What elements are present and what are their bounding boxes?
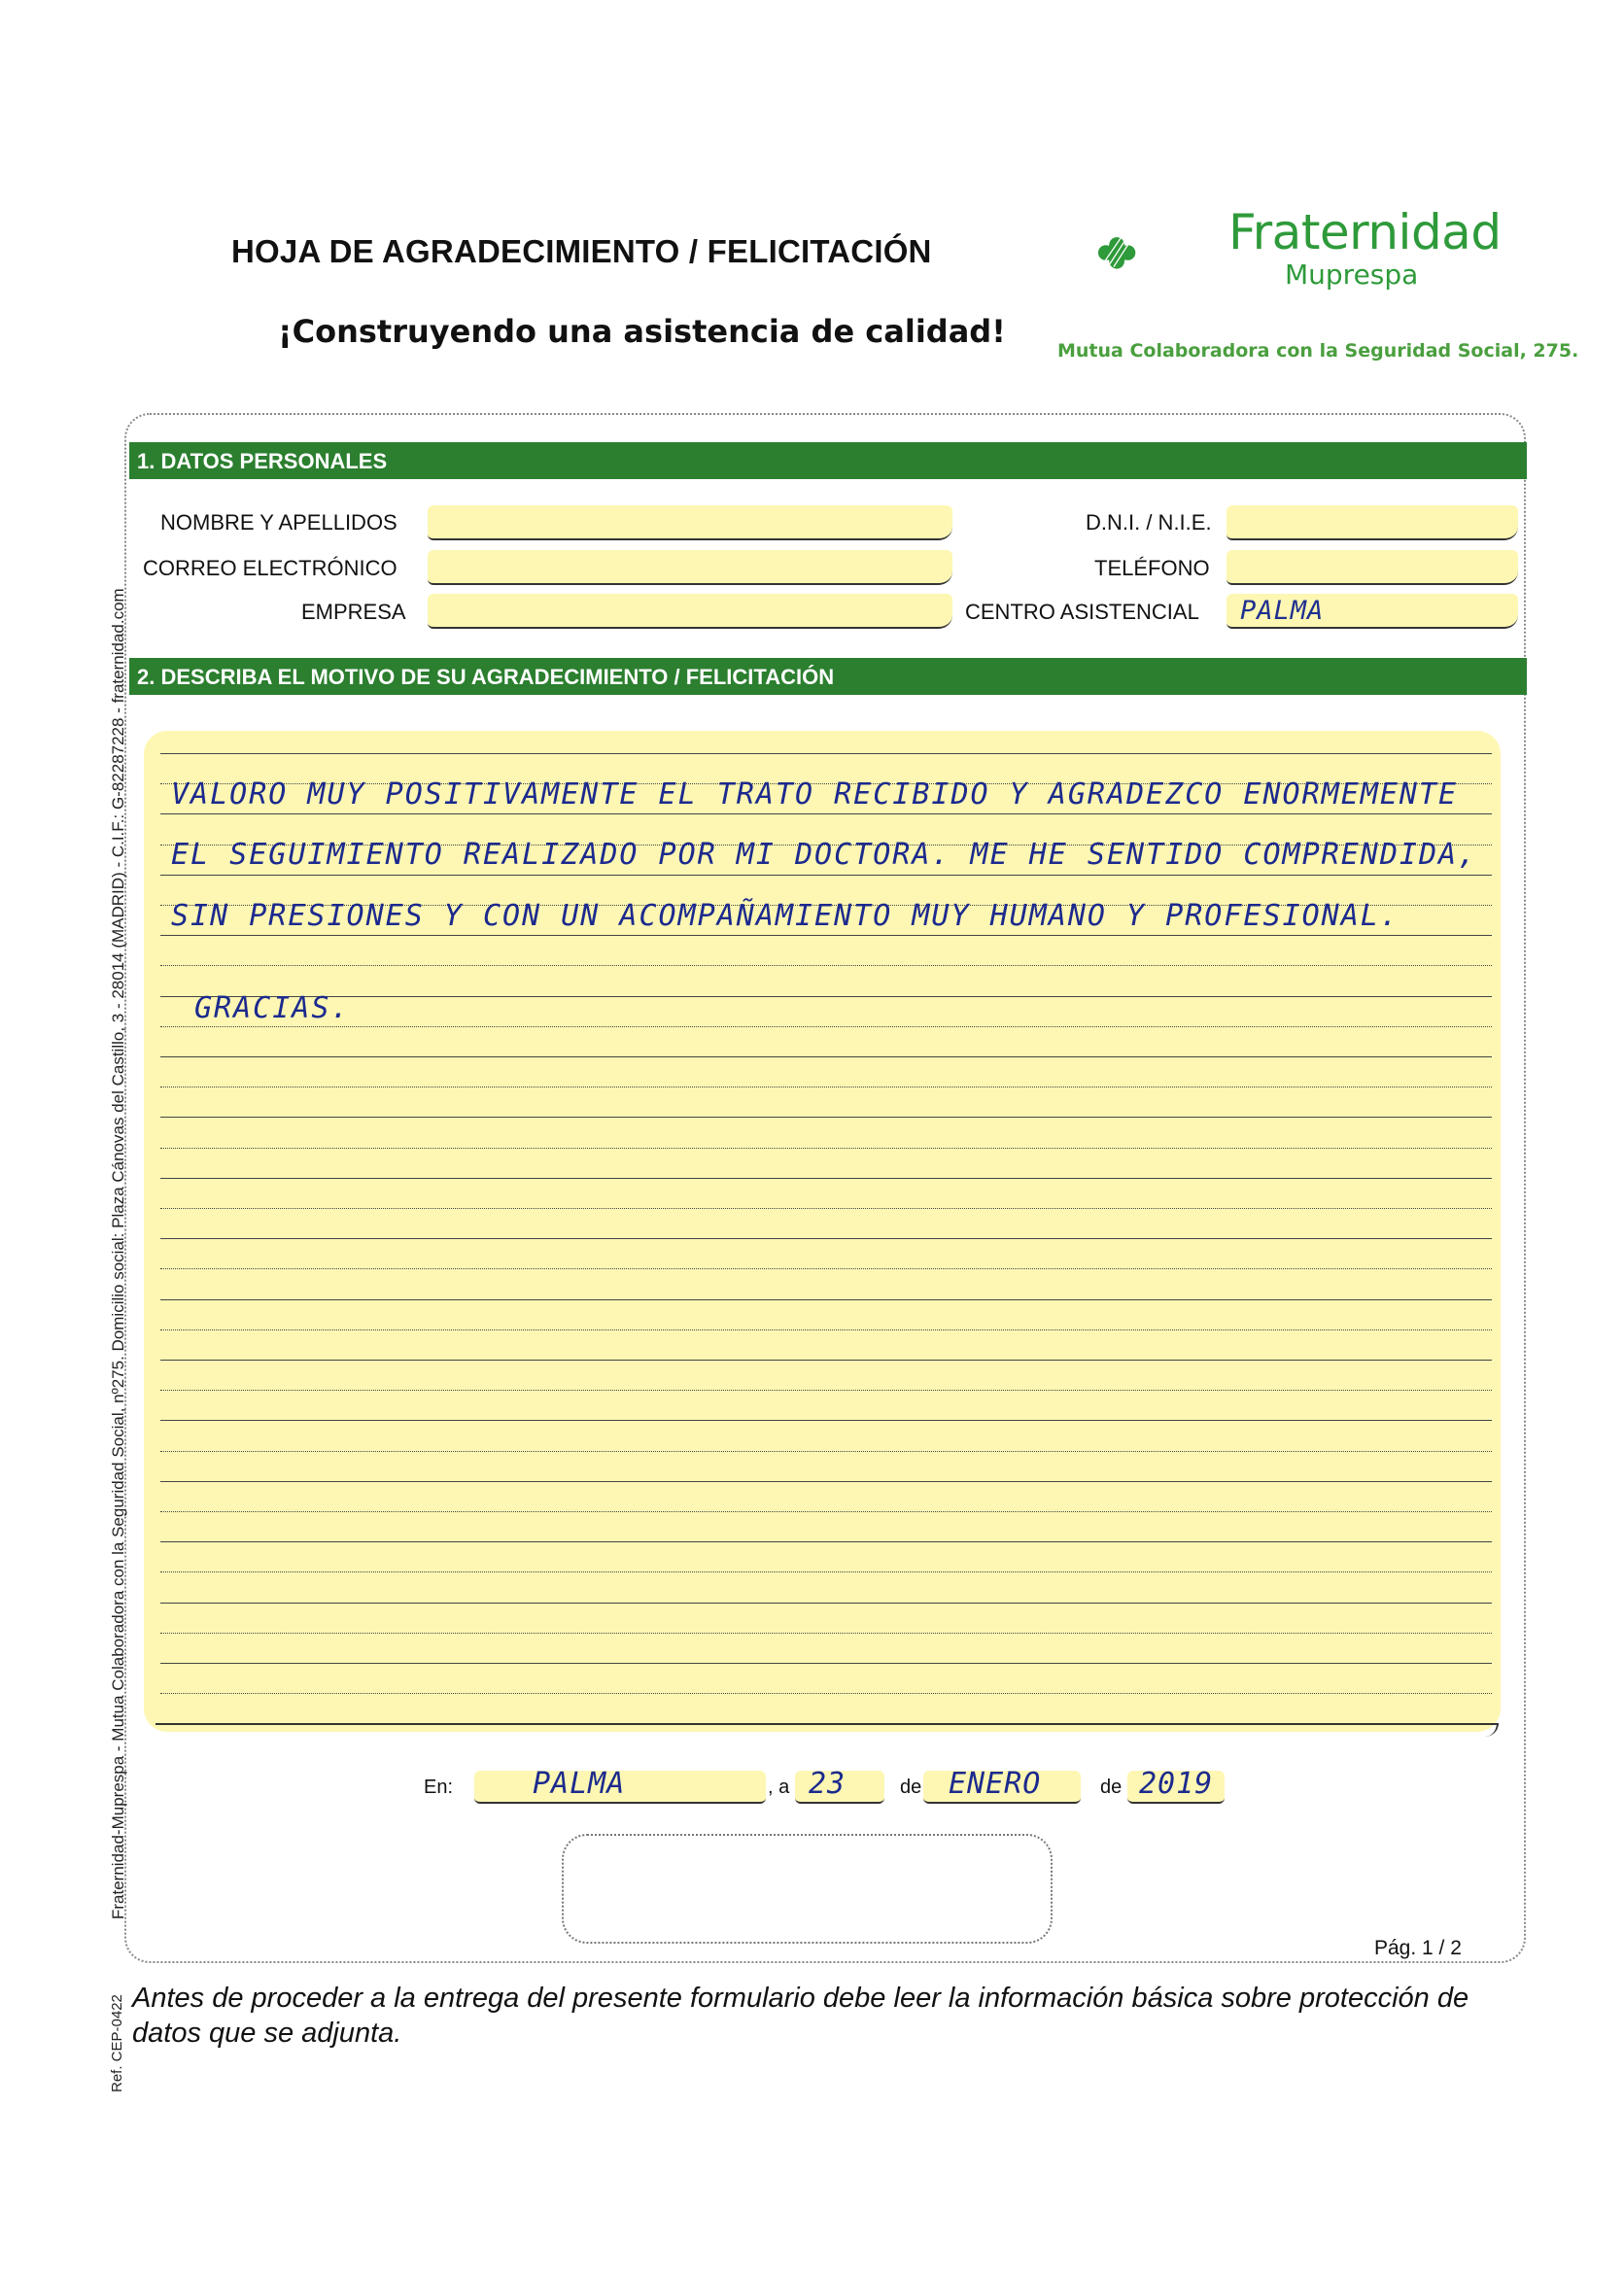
ruled-line xyxy=(160,1633,1492,1634)
centro-label: CENTRO ASISTENCIAL xyxy=(965,600,1199,624)
reason-textarea[interactable] xyxy=(144,731,1501,1732)
fraternidad-logo-icon xyxy=(1096,199,1223,306)
ruled-line xyxy=(160,1420,1492,1421)
reason-line-1: VALORO MUY POSITIVAMENTE EL TRATO RECIBIDO Y AGRADEZCO ENORMEMENTE xyxy=(171,777,1459,811)
ruled-line xyxy=(160,1603,1492,1604)
ruled-line xyxy=(160,1511,1492,1512)
ruled-line xyxy=(160,1541,1492,1542)
dni-label: D.N.I. / N.I.E. xyxy=(1086,510,1212,535)
privacy-notice: Antes de proceder a la entrega del presente formulario debe leer la información básica sobre protección de datos que se adjunta. xyxy=(132,1983,1469,2049)
year-field[interactable]: 2019 xyxy=(1127,1771,1225,1804)
a-label: , a xyxy=(768,1777,790,1798)
ruled-line xyxy=(160,1299,1492,1300)
reference-code: Ref. CEP-0422 xyxy=(109,1994,125,2092)
ruled-line xyxy=(160,1268,1492,1269)
de-label-1: de xyxy=(900,1777,922,1798)
legal-footer-vertical: Fraternidad-Muprespa - Mutua Colaboradora con la Seguridad Social, nº275. Domicilio social: Plaza Cánovas del Castillo, 3 - 28014 (MADRID) - C.I.F.: G-82287228 - fraternidad.com xyxy=(109,588,127,1919)
ruled-line xyxy=(160,1238,1492,1239)
ruled-line xyxy=(160,1208,1492,1209)
ruled-line xyxy=(160,1481,1492,1482)
ruled-line xyxy=(160,1390,1492,1391)
signature-box[interactable] xyxy=(562,1834,1053,1944)
form-title: HOJA DE AGRADECIMIENTO / FELICITACIÓN xyxy=(231,233,932,269)
nombre-field[interactable] xyxy=(428,505,952,540)
ruled-line xyxy=(160,1663,1492,1664)
nombre-label: NOMBRE Y APELLIDOS xyxy=(160,510,397,535)
correo-label: CORREO ELECTRÓNICO xyxy=(143,556,397,580)
ruled-line xyxy=(160,996,1492,997)
ruled-line xyxy=(160,1451,1492,1452)
ruled-line xyxy=(160,935,1492,936)
ruled-line xyxy=(160,875,1492,876)
day-field[interactable]: 23 xyxy=(795,1771,884,1804)
reason-line-4: GRACIAS. xyxy=(194,991,351,1025)
empresa-label: EMPRESA xyxy=(301,600,406,624)
ruled-line xyxy=(160,1026,1492,1027)
dni-field[interactable] xyxy=(1227,505,1518,540)
centro-field[interactable]: PALMA xyxy=(1227,594,1518,629)
reason-line-2: EL SEGUIMIENTO REALIZADO POR MI DOCTORA. ME HE SENTIDO COMPRENDIDA, xyxy=(171,838,1478,872)
logo-name: Fraternidad xyxy=(1228,204,1502,260)
empresa-field[interactable] xyxy=(428,594,952,629)
ruled-line xyxy=(160,753,1492,754)
logo-tagline: Mutua Colaboradora con la Seguridad Social, 275. xyxy=(1057,340,1579,362)
telefono-field[interactable] xyxy=(1227,550,1518,585)
ruled-line xyxy=(160,965,1492,966)
section-reason-header: 2. DESCRIBA EL MOTIVO DE SU AGRADECIMIENTO / FELICITACIÓN xyxy=(129,658,1527,695)
ruled-line-last xyxy=(155,1723,1499,1737)
ruled-line xyxy=(160,813,1492,814)
telefono-label: TELÉFONO xyxy=(1094,556,1210,580)
ruled-line xyxy=(160,1148,1492,1149)
ruled-line xyxy=(160,1056,1492,1057)
form-subtitle: ¡Construyendo una asistencia de calidad! xyxy=(278,313,1006,350)
page-number: Pág. 1 / 2 xyxy=(1374,1937,1462,1959)
place-field[interactable]: PALMA xyxy=(474,1771,766,1804)
ruled-line xyxy=(160,1117,1492,1118)
ruled-line xyxy=(160,1329,1492,1330)
month-field[interactable]: ENERO xyxy=(923,1771,1081,1804)
ruled-line xyxy=(160,1178,1492,1179)
ruled-line xyxy=(160,1571,1492,1572)
reason-line-3: SIN PRESIONES Y CON UN ACOMPAÑAMIENTO MUY HUMANO Y PROFESIONAL. xyxy=(171,899,1399,933)
section-personal-data-header: 1. DATOS PERSONALES xyxy=(129,442,1527,479)
logo-subname: Muprespa xyxy=(1285,259,1419,291)
de-label-2: de xyxy=(1100,1777,1123,1798)
ruled-line xyxy=(160,1693,1492,1694)
correo-field[interactable] xyxy=(428,550,952,585)
ruled-line xyxy=(160,1360,1492,1361)
en-label: En: xyxy=(424,1777,454,1798)
